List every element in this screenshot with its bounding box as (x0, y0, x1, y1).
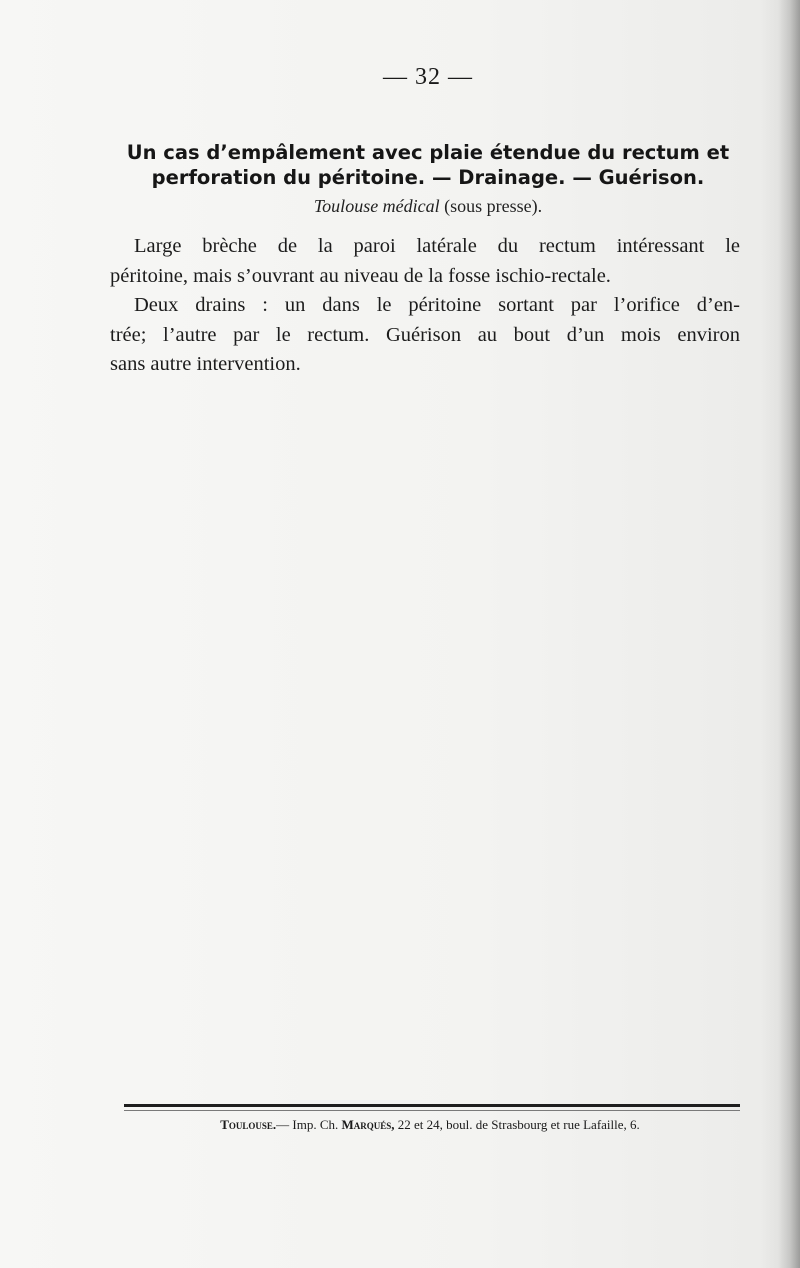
printer-colophon (0, 1117, 800, 1133)
page-edge-shadow (778, 0, 800, 1268)
colophon-address: 22 et 24, boul. de Strasbourg et rue Lafaille, 6. (397, 1117, 640, 1132)
colophon-imprint: — Imp. Ch. (276, 1117, 339, 1132)
footer-rule-thin (124, 1110, 740, 1111)
body-line: péritoine, mais s’ouvrant au niveau de la fosse ischio-rectale. (110, 264, 611, 287)
article-body (110, 232, 740, 380)
title-line: Un cas d’empâlement avec plaie étendue du rectum et (126, 141, 730, 164)
colophon-city: Toulouse. (220, 1117, 277, 1132)
title-line: perforation du péritoine. — Drainage. — Guérison. (151, 166, 705, 189)
article-title (118, 140, 738, 190)
footer-rule (124, 1104, 740, 1107)
source-note: (sous presse). (444, 196, 543, 216)
page-number: — 32 — (383, 64, 473, 90)
body-line: sans autre intervention. (110, 353, 301, 375)
source-journal: Toulouse médical (313, 196, 440, 216)
article-source (0, 196, 800, 217)
body-line: Large brèche de la paroi latérale du rectum intéressant le (134, 235, 740, 257)
body-line: trée; l’autre par le rectum. Guérison au bout d’un mois environ (110, 323, 740, 346)
body-line: Deux drains : un dans le péritoine sortant par l’orifice d’en- (134, 294, 740, 316)
colophon-printer: Marqués, (341, 1117, 395, 1132)
